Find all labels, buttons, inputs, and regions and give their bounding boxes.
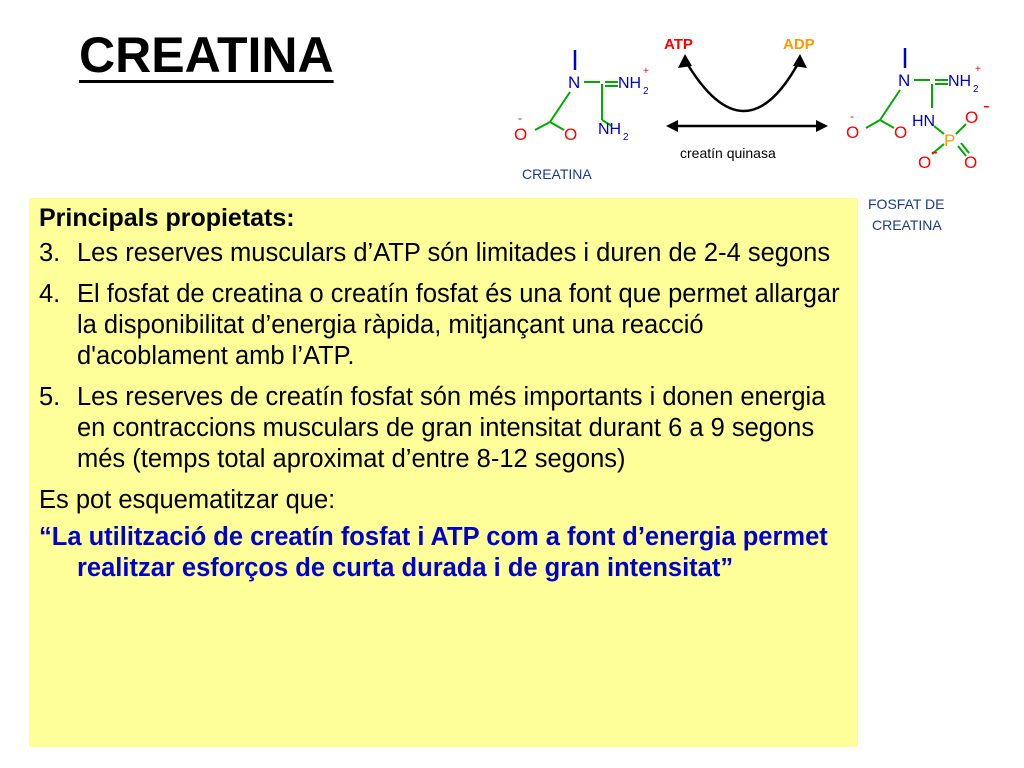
svg-text:O: O	[564, 125, 578, 144]
svg-text:N: N	[898, 71, 911, 90]
svg-text:O: O	[894, 123, 908, 142]
list-number: 3.	[39, 239, 61, 267]
svg-text:O: O	[846, 123, 860, 142]
svg-text:-: -	[931, 141, 938, 163]
svg-text:+: +	[643, 66, 649, 77]
list-number: 5.	[39, 383, 61, 411]
phosphocreatine-molecule	[846, 48, 990, 233]
phosphocreatine-label-line1: FOSFAT DE	[868, 196, 945, 212]
creatine-molecule	[514, 50, 649, 182]
phosphocreatine-label-line2: CREATINA	[872, 217, 942, 233]
svg-text:NH: NH	[618, 75, 642, 92]
list-item	[39, 238, 844, 269]
svg-text:NH: NH	[598, 121, 622, 138]
svg-text:2: 2	[623, 132, 629, 143]
list-text: Les reserves de creatín fosfat són més importants i donen energia en contraccions musculars de gran intensitat durant 6 a 9 segons més (temps total aproximat d’entre 8-12 segons)	[77, 383, 826, 473]
svg-text:-: -	[983, 95, 990, 117]
svg-text:O: O	[964, 153, 978, 172]
list-text: El fosfat de creatina o creatín fosfat és una font que permet allargar la disponibilitat d’energia ràpida, mitjançant una reacció d'acoblament amb l’ATP.	[77, 280, 840, 370]
svg-text:NH: NH	[948, 73, 972, 90]
section-heading: Principals propietats:	[39, 204, 295, 232]
list-item	[39, 382, 844, 475]
enzyme-label: creatín quinasa	[680, 145, 776, 161]
summary-quote: “La utilització de creatín fosfat i ATP com a font d’energia permet realitzar esforços de curta durada i de gran intensitat”	[39, 523, 828, 582]
svg-text:2: 2	[643, 86, 649, 97]
svg-text:O: O	[514, 125, 528, 144]
list-number: 4.	[39, 280, 61, 308]
page-title: CREATINA	[79, 27, 334, 83]
svg-text:O: O	[965, 108, 979, 127]
list-item	[39, 279, 844, 372]
svg-text:-: -	[850, 109, 854, 123]
svg-text:-: -	[518, 111, 522, 125]
svg-text:O: O	[918, 153, 932, 172]
svg-text:N: N	[568, 73, 581, 92]
svg-text:2: 2	[973, 84, 979, 95]
summary-intro: Es pot esquematitzar que:	[39, 486, 336, 514]
svg-text:HN: HN	[912, 113, 936, 130]
adp-label: ADP	[783, 36, 815, 53]
creatine-label: CREATINA	[522, 166, 592, 182]
svg-text:+: +	[975, 64, 981, 75]
content-box	[29, 198, 858, 747]
list-text: Les reserves musculars d’ATP són limitades i duren de 2-4 segons	[77, 239, 831, 267]
svg-text:P: P	[944, 131, 956, 150]
reaction-arrows	[664, 36, 828, 161]
atp-label: ATP	[664, 36, 693, 53]
